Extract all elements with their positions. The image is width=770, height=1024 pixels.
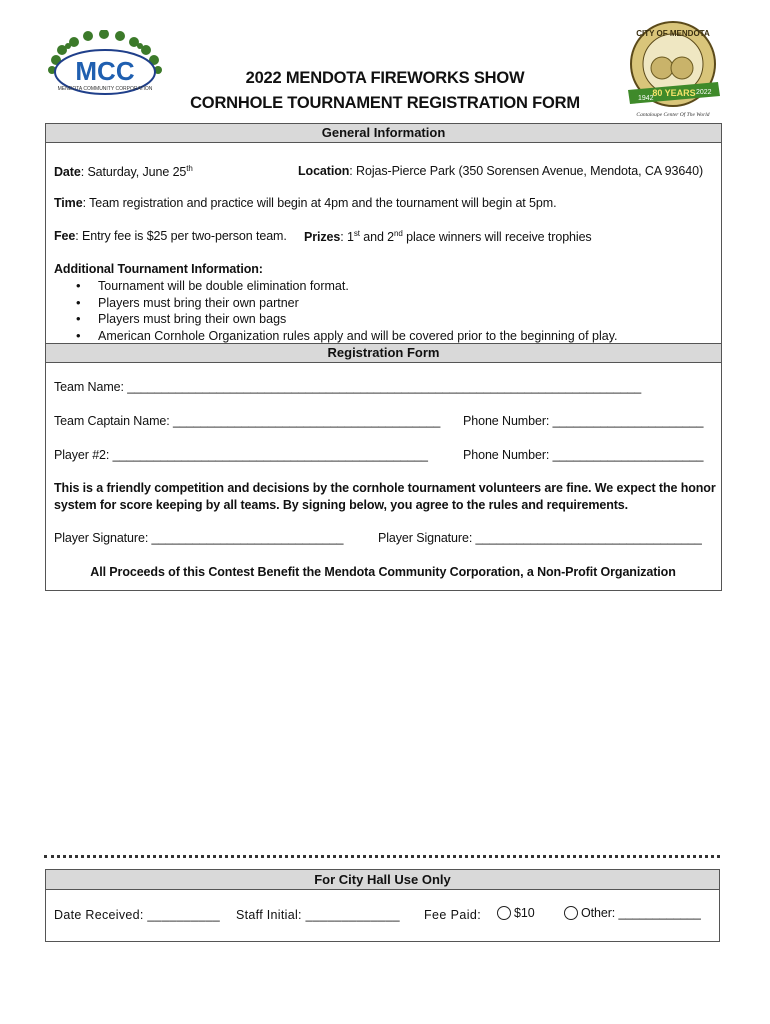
fee-line xyxy=(54,229,287,243)
mcc-logo xyxy=(44,30,166,102)
location-value: : Rojas-Pierce Park (350 Sorensen Avenue, Mendota, CA 93640) xyxy=(349,164,704,178)
seal-year-right: 2022 xyxy=(696,89,712,96)
additional-info-list xyxy=(76,278,618,344)
fee-option-other[interactable] xyxy=(564,906,701,920)
date-label: Date xyxy=(54,165,81,179)
player2-phone-field[interactable]: Phone Number: ______________________ xyxy=(463,448,704,462)
form-title-line2: CORNHOLE TOURNAMENT REGISTRATION FORM xyxy=(190,94,580,112)
cut-line xyxy=(44,855,720,858)
player-signature-1[interactable]: Player Signature: ____________________________ xyxy=(54,531,344,545)
time-line xyxy=(54,196,556,210)
fee-option-10[interactable] xyxy=(497,906,535,920)
seal-tagline: Cantaloupe Center Of The World xyxy=(636,112,710,118)
seal-ribbon: 80 YEARS xyxy=(652,88,696,98)
general-info-heading: General Information xyxy=(46,124,721,143)
prizes-line xyxy=(304,229,592,244)
list-item: • Players must bring their own bags xyxy=(76,311,618,328)
prizes-text-3: place winners will receive trophies xyxy=(402,230,592,244)
prizes-sup-1: st xyxy=(353,229,360,238)
registration-heading: Registration Form xyxy=(46,344,721,363)
fee-option-10-label: $10 xyxy=(514,906,535,920)
seal-text: CITY OF MENDOTA xyxy=(636,29,710,38)
additional-info-heading: Additional Tournament Information: xyxy=(54,262,263,276)
list-item: • Tournament will be double elimination format. xyxy=(76,278,618,295)
date-value: : Saturday, June 25 xyxy=(80,165,187,179)
fee-option-other-label: Other: ____________ xyxy=(581,906,701,920)
location-line xyxy=(298,164,703,178)
time-value: : Team registration and practice will begin at 4pm and the tournament will begin at 5pm. xyxy=(82,196,557,210)
city-hall-heading: For City Hall Use Only xyxy=(46,870,719,890)
player2-name-field[interactable]: Player #2: ______________________________________________ xyxy=(54,448,428,462)
mcc-logo-text: MCC xyxy=(75,56,135,86)
staff-initial-field[interactable]: Staff Initial: _____________ xyxy=(236,908,400,922)
radio-circle-icon[interactable] xyxy=(564,906,578,920)
prizes-label: Prizes xyxy=(304,230,341,244)
location-label: Location xyxy=(298,164,350,178)
prizes-text-1: : 1 xyxy=(340,230,354,244)
list-item: • American Cornhole Organization rules apply and will be covered prior to the beginning of play. xyxy=(76,328,618,345)
registration-section xyxy=(45,343,722,591)
radio-circle-icon[interactable] xyxy=(497,906,511,920)
list-item: • Players must bring their own partner xyxy=(76,295,618,312)
fee-label: Fee xyxy=(54,229,76,243)
fee-value: : Entry fee is $25 per two-person team. xyxy=(75,229,287,243)
date-suffix: th xyxy=(186,164,193,173)
general-info-section xyxy=(45,123,722,345)
prizes-text-2: and 2 xyxy=(359,230,395,244)
notice-line2: system for score keeping by all teams. By signing below, you agree to the rules and requirements. xyxy=(54,498,629,512)
player-signature-2[interactable]: Player Signature: _________________________________ xyxy=(378,531,702,545)
city-seal xyxy=(624,20,722,120)
prizes-sup-2: nd xyxy=(394,229,403,238)
captain-phone-field[interactable]: Phone Number: ______________________ xyxy=(463,414,704,428)
notice-line1: This is a friendly competition and decisions by the cornhole tournament volunteers are fine. We expect the honor xyxy=(54,481,716,495)
captain-name-field[interactable]: Team Captain Name: _______________________________________ xyxy=(54,414,441,428)
date-line xyxy=(54,164,193,179)
mcc-logo-subtext: MENDOTA COMMUNITY CORPORATION xyxy=(57,86,153,92)
team-name-field[interactable]: Team Name: ___________________________________________________________________________ xyxy=(54,380,642,394)
proceeds-note: All Proceeds of this Contest Benefit the Mendota Community Corporation, a Non-Profit Organization xyxy=(90,565,676,579)
seal-year-left: 1942 xyxy=(638,95,654,102)
date-received-field[interactable]: Date Received: __________ xyxy=(54,908,220,922)
time-label: Time xyxy=(54,196,83,210)
form-title-line1: 2022 MENDOTA FIREWORKS SHOW xyxy=(245,69,525,87)
city-hall-section xyxy=(45,869,720,942)
fee-paid-label: Fee Paid: xyxy=(424,908,482,922)
